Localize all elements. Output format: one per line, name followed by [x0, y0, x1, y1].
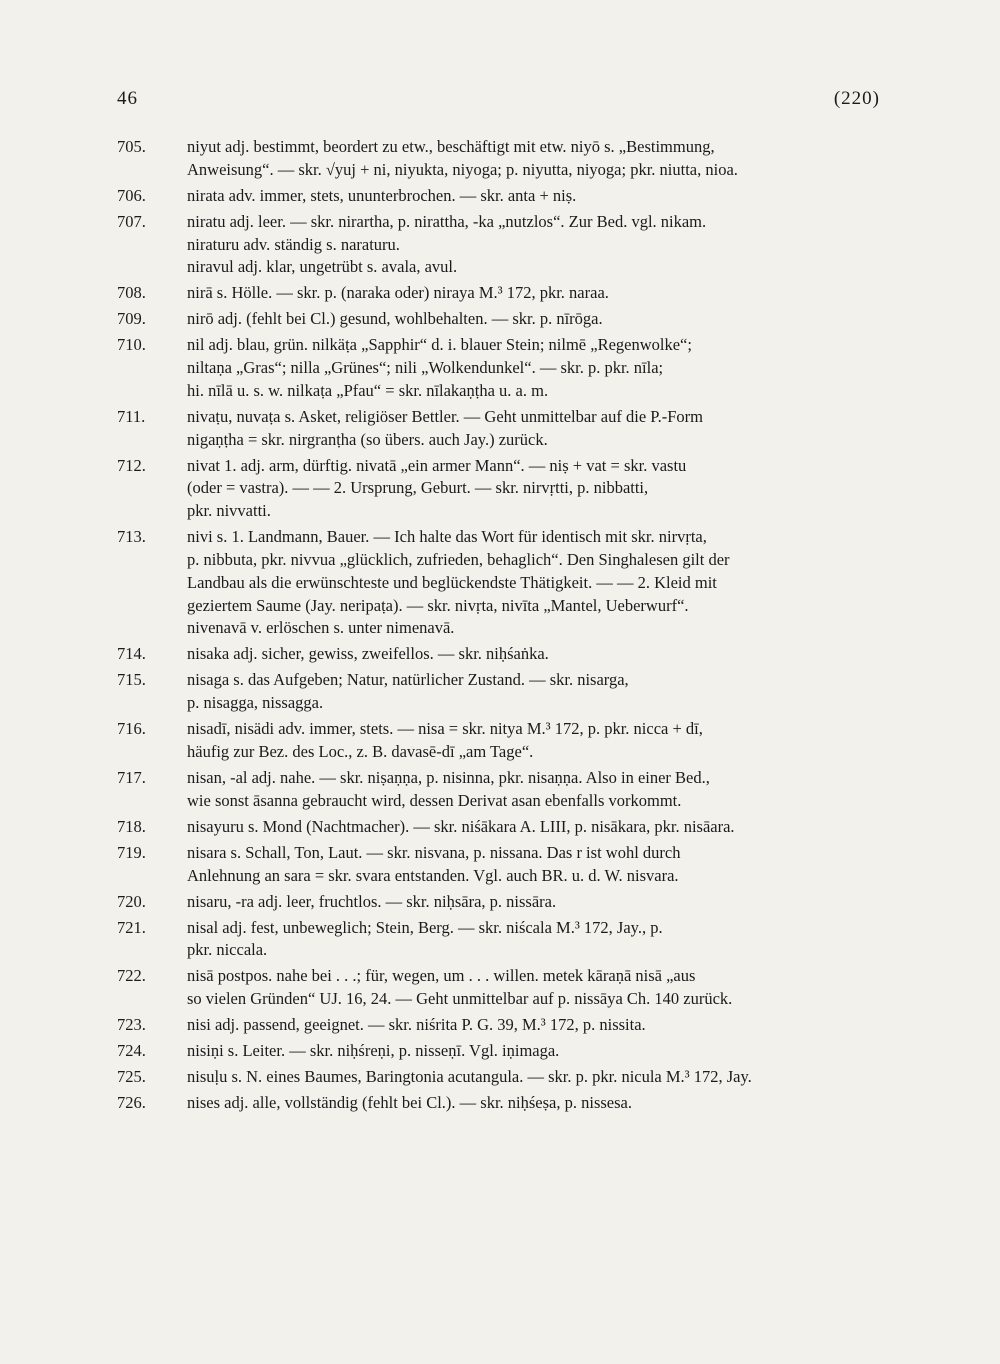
entry-line: niltaṇa „Gras“; nilla „Grünes“; nili „Wolkendunkel“. — skr. p. pkr. nīla; — [187, 358, 664, 378]
dictionary-entry — [117, 767, 892, 813]
entry-line: nisi adj. passend, geeignet. — skr. niśrita P. G. 39, M.³ 172, p. nissita. — [187, 1015, 646, 1035]
entry-line: nirā s. Hölle. — skr. p. (naraka oder) niraya M.³ 172, pkr. naraa. — [187, 283, 609, 303]
entry-line: (oder = vastra). — — 2. Ursprung, Geburt. — skr. nirvṛtti, p. nibbatti, — [187, 478, 649, 498]
entry-line: nivaṭu, nuvaṭa s. Asket, religiöser Bettler. — Geht unmittelbar auf die P.-Form — [187, 406, 703, 426]
entry-list — [117, 136, 892, 1118]
entry-number: 713. — [117, 527, 146, 547]
entry-line: nisaga s. das Aufgeben; Natur, natürlicher Zustand. — skr. nisarga, — [187, 670, 629, 690]
dictionary-entry — [117, 406, 892, 452]
dictionary-entry — [117, 1066, 892, 1089]
entry-line: niravul adj. klar, ungetrübt s. avala, avul. — [187, 257, 458, 277]
dictionary-entry — [117, 1014, 892, 1037]
entry-line: nivenavā v. erlöschen s. unter nimenavā. — [187, 618, 455, 638]
entry-number: 706. — [117, 185, 146, 205]
entry-line: niraturu adv. ständig s. naraturu. — [187, 234, 400, 254]
original-page-number: (220) — [833, 88, 880, 109]
entry-line: nivi s. 1. Landmann, Bauer. — Ich halte das Wort für identisch mit skr. nirvṛta, — [187, 527, 707, 547]
entry-line: nisā postpos. nahe bei . . .; für, wegen, um . . . willen. metek kāraṇā nisā „aus — [187, 966, 696, 986]
entry-number: 722. — [117, 966, 146, 986]
entry-line: hi. nīlā u. s. w. nilkaṭa „Pfau“ = skr. nīlakaṇṭha u. a. m. — [187, 380, 549, 400]
entry-number: 723. — [117, 1015, 146, 1035]
entry-line: nil adj. blau, grün. nilkäṭa „Sapphir“ d. i. blauer Stein; nilmē „Regenwolke“; — [187, 335, 692, 355]
entry-number: 721. — [117, 917, 146, 937]
dictionary-entry — [117, 891, 892, 914]
entry-line: häufig zur Bez. des Loc., z. B. davasē-dī „am Tage“. — [187, 741, 534, 761]
entry-line: geziertem Saume (Jay. neripaṭa). — skr. nivṛta, nivīta „Mantel, Ueberwurf“. — [187, 595, 689, 615]
dictionary-entry — [117, 816, 892, 839]
page-number: 46 — [117, 88, 138, 109]
entry-line: nisan, -al adj. nahe. — skr. niṣaṇṇa, p. nisinna, pkr. nisaṇṇa. Also in einer Bed., — [187, 767, 710, 787]
entry-number: 724. — [117, 1041, 146, 1061]
entry-line: nisayuru s. Mond (Nachtmacher). — skr. niśākara A. LIII, p. nisākara, pkr. nisāara. — [187, 816, 735, 836]
entry-number: 719. — [117, 842, 146, 862]
entry-number: 708. — [117, 283, 146, 303]
entry-number: 710. — [117, 335, 146, 355]
entry-line: nisal adj. fest, unbeweglich; Stein, Berg. — skr. niścala M.³ 172, Jay., p. — [187, 917, 663, 937]
entry-number: 717. — [117, 767, 146, 787]
entry-number: 714. — [117, 644, 146, 664]
entry-line: pkr. niccala. — [187, 940, 268, 960]
entry-line: nirata adv. immer, stets, ununterbrochen. — skr. anta + niṣ. — [187, 185, 577, 205]
dictionary-entry — [117, 282, 892, 305]
dictionary-entry — [117, 643, 892, 666]
entry-number: 718. — [117, 816, 146, 836]
dictionary-entry — [117, 455, 892, 523]
entry-number: 726. — [117, 1093, 146, 1113]
entry-line: nisuḷu s. N. eines Baumes, Baringtonia acutangula. — skr. p. pkr. nicula M.³ 172, Jay. — [187, 1067, 752, 1087]
dictionary-entry — [117, 842, 892, 888]
entry-line: nisaru, -ra adj. leer, fruchtlos. — skr. niḥsāra, p. nissāra. — [187, 891, 557, 911]
entry-line: Anlehnung an sara = skr. svara entstanden. Vgl. auch BR. u. d. W. nisvara. — [187, 865, 679, 885]
dictionary-entry — [117, 1040, 892, 1063]
entry-line: wie sonst āsanna gebraucht wird, dessen Derivat asan ebenfalls vorkommt. — [187, 790, 682, 810]
entry-line: nisaka adj. sicher, gewiss, zweifellos. — skr. niḥśaṅka. — [187, 644, 549, 664]
entry-line: p. nisagga, nissagga. — [187, 693, 324, 713]
entry-number: 712. — [117, 455, 146, 475]
entry-number: 707. — [117, 211, 146, 231]
dictionary-entry — [117, 211, 892, 279]
dictionary-entry — [117, 334, 892, 402]
dictionary-entry — [117, 965, 892, 1011]
entry-number: 716. — [117, 719, 146, 739]
dictionary-entry — [117, 526, 892, 640]
entry-number: 715. — [117, 670, 146, 690]
entry-line: nises adj. alle, vollständig (fehlt bei Cl.). — skr. niḥśeṣa, p. nissesa. — [187, 1093, 632, 1113]
entry-number: 720. — [117, 891, 146, 911]
dictionary-entry — [117, 1092, 892, 1115]
dictionary-entry — [117, 917, 892, 963]
entry-line: so vielen Gründen“ UJ. 16, 24. — Geht unmittelbar auf p. nissāya Ch. 140 zurück. — [187, 989, 733, 1009]
entry-line: nisara s. Schall, Ton, Laut. — skr. nisvana, p. nissana. Das r ist wohl durch — [187, 842, 681, 862]
entry-line: niratu adj. leer. — skr. nirartha, p. nirattha, -ka „nutzlos“. Zur Bed. vgl. nikam. — [187, 211, 707, 231]
entry-line: niyut adj. bestimmt, beordert zu etw., beschäftigt mit etw. niyō s. „Bestimmung, — [187, 137, 715, 156]
entry-line: nirō adj. (fehlt bei Cl.) gesund, wohlbehalten. — skr. p. nīrōga. — [187, 309, 603, 329]
entry-number: 705. — [117, 137, 146, 156]
dictionary-entry — [117, 308, 892, 331]
entry-line: nigaṇṭha = skr. nirgranṭha (so übers. auch Jay.) zurück. — [187, 429, 548, 449]
entry-line: nisiṇi s. Leiter. — skr. niḥśreṇi, p. nisseṇī. Vgl. iṇimaga. — [187, 1041, 560, 1061]
entry-line: Anweisung“. — skr. √yuj + ni, niyukta, niyoga; p. niyutta, niyoga; pkr. niutta, nioa. — [187, 159, 738, 179]
dictionary-entry — [117, 669, 892, 715]
entry-number: 709. — [117, 309, 146, 329]
entry-line: pkr. nivvatti. — [187, 501, 271, 521]
entry-line: p. nibbuta, pkr. nivvua „glücklich, zufrieden, behaglich“. Den Singhalesen gilt der — [187, 550, 730, 570]
entry-line: nivat 1. adj. arm, dürftig. nivatā „ein armer Mann“. — niṣ + vat = skr. vastu — [187, 455, 687, 475]
dictionary-entry — [117, 718, 892, 764]
dictionary-entry — [117, 185, 892, 208]
dictionary-entry — [117, 136, 892, 182]
entry-line: Landbau als die erwünschteste und beglückendste Thätigkeit. — — 2. Kleid mit — [187, 572, 717, 592]
entry-number: 711. — [117, 406, 146, 426]
entry-number: 725. — [117, 1067, 146, 1087]
entry-line: nisadī, nisädi adv. immer, stets. — nisa = skr. nitya M.³ 172, p. pkr. nicca + dī, — [187, 719, 703, 739]
